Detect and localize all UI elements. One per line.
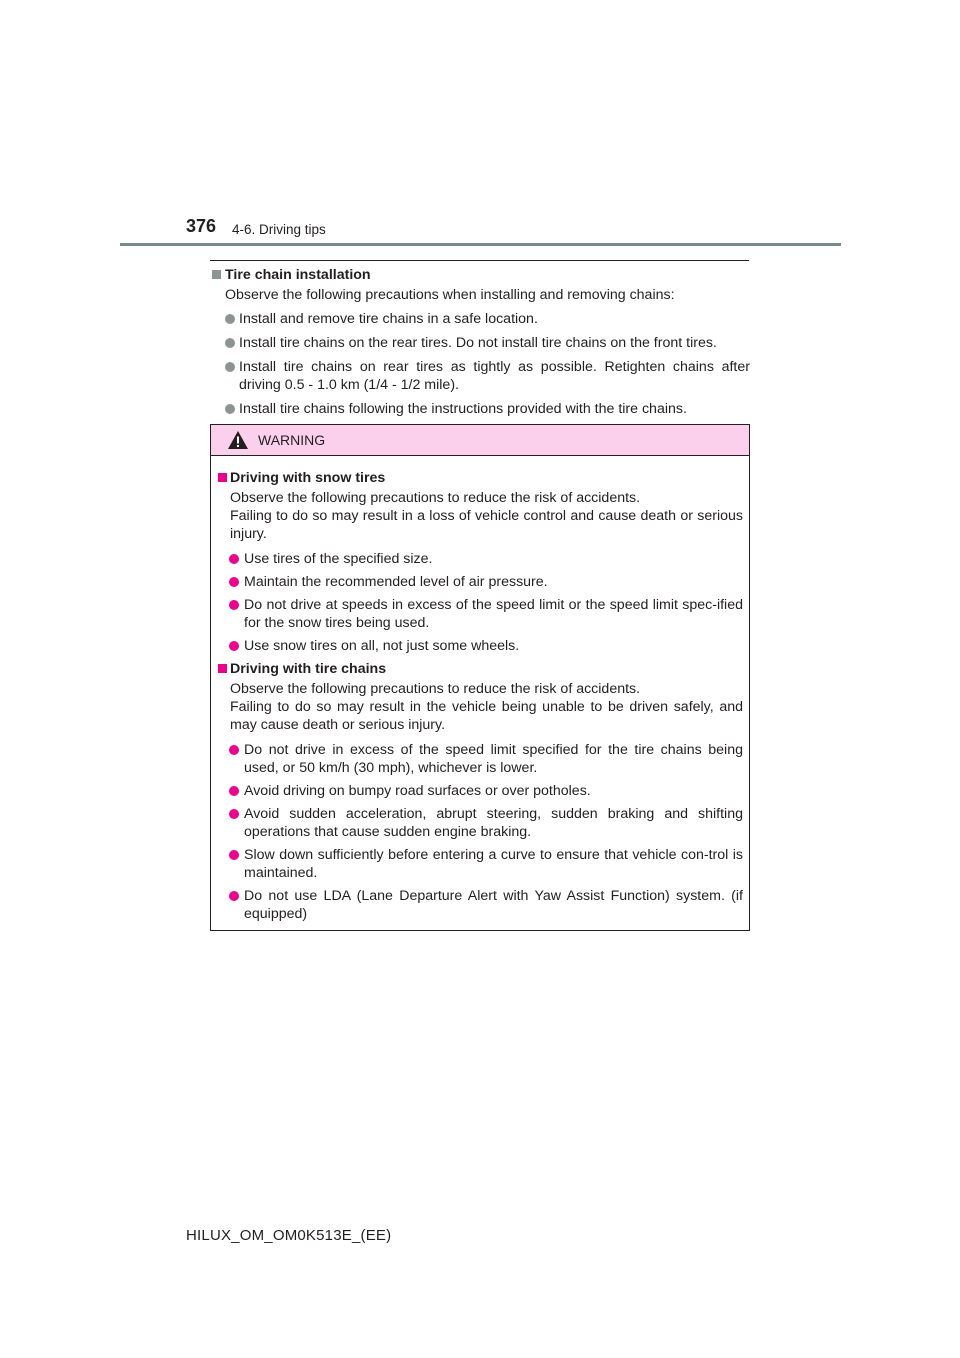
- tire-chains-heading: Driving with tire chains: [216, 660, 743, 678]
- circle-bullet-icon: [225, 404, 235, 414]
- list-item: Do not drive at speeds in excess of the speed limit or the speed limit spec-ified for the snow tires being used.: [216, 596, 743, 632]
- circle-bullet-icon: [229, 600, 239, 610]
- warning-header: [211, 425, 749, 456]
- warning-triangle-icon: [227, 430, 249, 450]
- list-item: Slow down sufficiently before entering a curve to ensure that vehicle con-trol is maintained.: [216, 846, 743, 882]
- warning-body: [211, 456, 749, 923]
- circle-bullet-icon: [229, 786, 239, 796]
- circle-bullet-icon: [229, 554, 239, 564]
- square-bullet-icon: [212, 270, 221, 279]
- list-item: Install tire chains following the instructions provided with the tire chains.: [210, 400, 750, 418]
- section-intro: Observe the following precautions when installing and removing chains:: [225, 287, 675, 303]
- list-item: Install and remove tire chains in a safe location.: [210, 310, 750, 328]
- list-item: Use snow tires on all, not just some wheels.: [216, 637, 743, 655]
- circle-bullet-icon: [229, 809, 239, 819]
- circle-bullet-icon: [229, 641, 239, 651]
- list-item: Do not use LDA (Lane Departure Alert with Yaw Assist Function) system. (if equipped): [216, 887, 743, 923]
- circle-bullet-icon: [229, 745, 239, 755]
- section-title: 4-6. Driving tips: [232, 222, 326, 237]
- list-item: Do not drive in excess of the speed limit specified for the tire chains being used, or 50 km/h (30 mph), whichever is lower.: [216, 741, 743, 777]
- list-item: Avoid driving on bumpy road surfaces or over potholes.: [216, 782, 743, 800]
- list-item: Install tire chains on the rear tires. Do not install tire chains on the front tires.: [210, 334, 750, 352]
- circle-bullet-icon: [225, 362, 235, 372]
- header-rule: [120, 243, 841, 246]
- circle-bullet-icon: [225, 314, 235, 324]
- bullet-list: [210, 310, 750, 418]
- content-top-rule: [210, 260, 749, 261]
- snow-tires-intro: Observe the following precautions to reduce the risk of accidents. Failing to do so may result in a loss of vehicle control and cause death or serious injury.: [230, 490, 743, 542]
- circle-bullet-icon: [229, 850, 239, 860]
- tire-chains-bullets: [216, 741, 743, 923]
- list-item: Install tire chains on rear tires as tightly as possible. Retighten chains after driving 0.5 - 1.0 km (1/4 - 1/2 mile).: [210, 358, 750, 394]
- tire-chains-intro: Observe the following precautions to reduce the risk of accidents. Failing to do so may result in the vehicle being unable to be driven safely, and may cause death or serious injury.: [230, 681, 743, 733]
- list-item: Use tires of the specified size.: [216, 550, 743, 568]
- snow-tires-bullets: [216, 550, 743, 655]
- warning-box: [210, 424, 750, 931]
- page-number: 376: [186, 216, 217, 236]
- circle-bullet-icon: [229, 891, 239, 901]
- list-item: Maintain the recommended level of air pressure.: [216, 573, 743, 591]
- document-code: HILUX_OM_OM0K513E_(EE): [186, 1227, 392, 1244]
- snow-tires-heading: Driving with snow tires: [216, 469, 743, 487]
- section-heading: Tire chain installation: [210, 266, 750, 284]
- circle-bullet-icon: [225, 338, 235, 348]
- square-bullet-icon: [218, 473, 227, 482]
- warning-label: WARNING: [258, 432, 326, 448]
- square-bullet-icon: [218, 664, 227, 673]
- circle-bullet-icon: [229, 577, 239, 587]
- tire-chain-installation-section: [210, 266, 750, 424]
- list-item: Avoid sudden acceleration, abrupt steering, sudden braking and shifting operations that cause sudden engine braking.: [216, 805, 743, 841]
